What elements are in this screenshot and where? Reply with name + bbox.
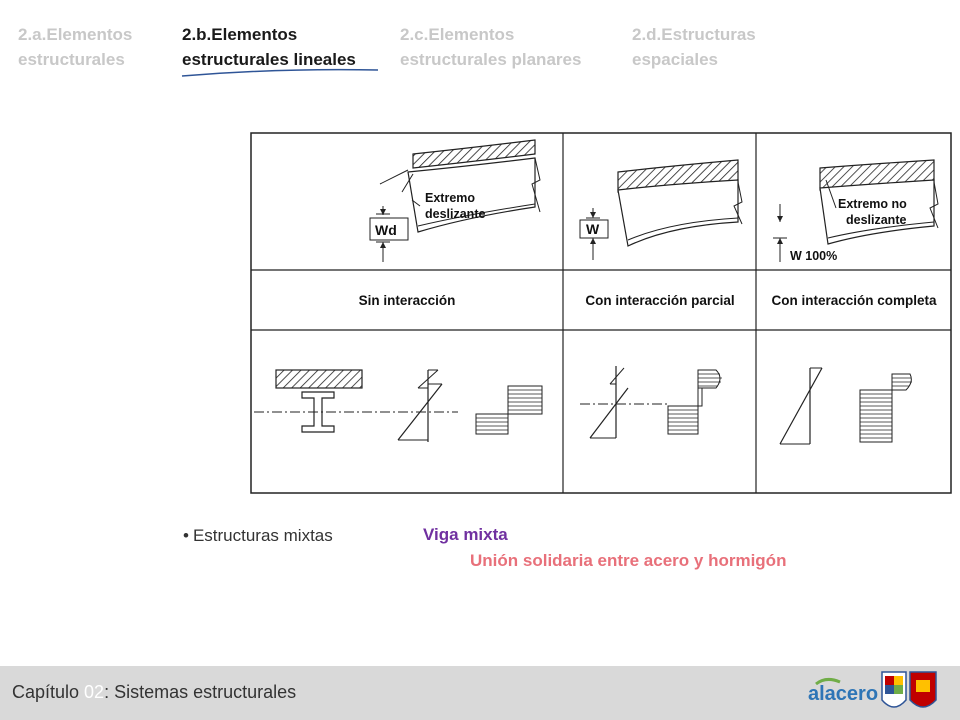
university-shield-logo — [880, 670, 940, 716]
svg-text:alacero: alacero — [808, 683, 878, 705]
active-tab-underline — [180, 64, 380, 80]
composite-beam-diagram — [250, 132, 952, 496]
section-partial-interaction — [580, 366, 722, 438]
section-no-interaction — [254, 370, 542, 442]
alacero-logo — [806, 676, 878, 708]
chapter-suffix: : Sistemas estructurales — [104, 682, 297, 702]
nav-tab-estructuras-espaciales[interactable]: 2.d.Estructuras espaciales — [632, 25, 756, 69]
bullet-dot: • — [183, 526, 189, 545]
beam-slip-sketch — [370, 140, 540, 262]
w100-label: W 100% — [790, 249, 838, 263]
chapter-prefix: Capítulo — [12, 682, 85, 702]
w-label: W — [586, 221, 600, 237]
beam-partial-sketch — [580, 160, 742, 260]
header-interaccion-completa: Con interacción completa — [771, 293, 937, 308]
extremo-no-deslizante-label-1: Extremo no — [838, 197, 907, 211]
header-sin-interaccion: Sin interacción — [358, 293, 456, 308]
viga-mixta-label: Viga mixta — [423, 525, 508, 544]
wd-label: Wd — [375, 222, 397, 238]
beam-complete-sketch — [773, 160, 938, 263]
section-complete-interaction — [780, 368, 912, 444]
extremo-deslizante-label-1: Extremo — [425, 191, 476, 205]
footer-bar — [0, 666, 960, 720]
header-interaccion-parcial: Con interacción parcial — [585, 293, 735, 308]
bullet-text: Estructuras mixtas — [192, 526, 333, 545]
extremo-deslizante-label-2: deslizante — [425, 207, 486, 221]
bullet-estructuras-mixtas — [183, 526, 333, 546]
nav-tab-elementos-planares[interactable]: 2.c.Elementos estructurales planares — [400, 25, 582, 69]
nav-tab-elementos-estructurales[interactable]: 2.a.Elementos estructurales — [18, 25, 133, 69]
extremo-no-deslizante-label-2: deslizante — [846, 213, 907, 227]
nav-tab-elementos-lineales[interactable]: 2.b.Elementos estructurales lineales — [182, 25, 356, 69]
chapter-number: 02 — [84, 682, 105, 702]
union-solidaria-label: Unión solidaria entre acero y hormigón — [470, 551, 787, 570]
chapter-title — [12, 682, 296, 703]
